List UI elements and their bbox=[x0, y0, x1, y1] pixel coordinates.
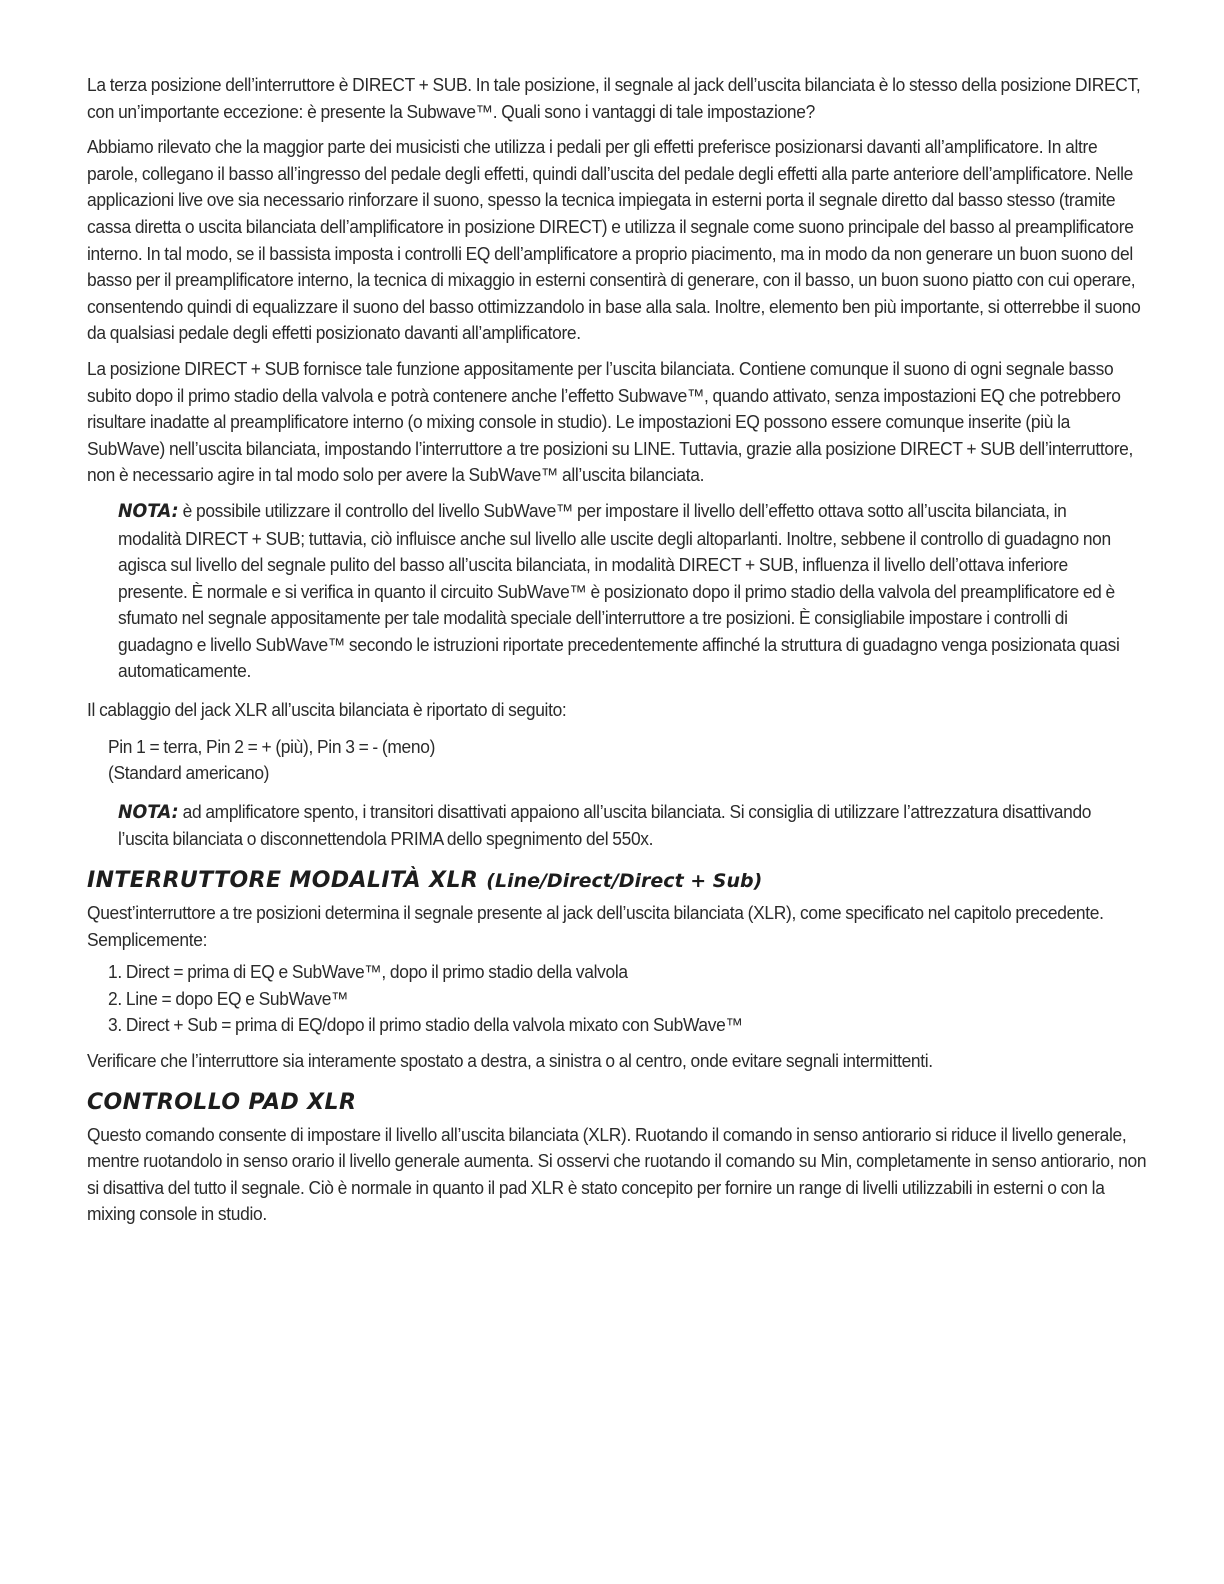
switch-positions-list bbox=[108, 959, 1149, 1039]
paragraph-direct-sub-intro: La terza posizione dell’interruttore è DIRECT + SUB. In tale posizione, il segnale al jack dell’uscita bilanciata è lo stesso della posizione DIRECT, con un’importante eccezione: è presente la Subwave™. Quali sono i vantaggi di tale impostazione? bbox=[87, 74, 1141, 122]
list-item: 2. Line = dopo EQ e SubWave™ bbox=[108, 987, 349, 1009]
pin-assignment: Pin 1 = terra, Pin 2 = + (più), Pin 3 = - (meno) bbox=[108, 735, 436, 757]
section-body-xlr-pad: Questo comando consente di impostare il livello all’uscita bilanciata (XLR). Ruotando il comando in senso antiorario si riduce il livello generale, mentre ruotandolo in senso orario il livello generale aumenta. Si osservi che ruotando il comando su Min, completamente in senso antiorario, non si disattiva del tutto il segnale. Ciò è normale in quanto il pad XLR è stato concepito per fornire un range di livelli utilizzabili in esterni o con la mixing console in studio. bbox=[87, 1123, 1147, 1225]
section-heading-subtitle: (Line/Direct/Direct + Sub) bbox=[486, 870, 763, 893]
pin-wiring-block bbox=[108, 734, 1149, 787]
note-label: NOTA: bbox=[118, 500, 179, 522]
paragraph-effects-pedals: Abbiamo rilevato che la maggior parte dei musicisti che utilizza i pedali per gli effetti preferisce posizionarsi davanti all’amplificatore. In altre parole, collegano il basso all’ingresso del pedale degli effetti, quindi dall’uscita del pedale degli effetti alla parte anteriore dell’amplificatore. Nelle applicazioni live ove sia necessario rinforzare il suono, spesso la tecnica impiegata in esterni porta il segnale diretto dal basso stesso (tramite cassa diretta o uscita bilanciata dell’amplificatore in posizione DIRECT) e utilizza il segnale come suono principale del basso al preamplificatore interno. In tal modo, se il bassista imposta i controlli EQ dell’amplificatore a proprio piacimento, ma in modo da non generare un buon suono del basso per il preamplificatore interno, la tecnica di mixaggio in esterni consentirà di generare, con il basso, un buon suono piatto con cui operare, consentendo quindi di equalizzare il suono del basso ottimizzandolo in base alla sala. Inoltre, elemento ben più importante, si otterrebbe il suono da qualsiasi pedale degli effetti posizionato davanti all’amplificatore. bbox=[87, 136, 1141, 344]
section-heading-xlr-mode-switch bbox=[87, 867, 1149, 895]
list-item: 3. Direct + Sub = prima di EQ/dopo il primo stadio della valvola mixato con SubWave™ bbox=[108, 1014, 743, 1036]
paragraph-xlr-wiring: Il cablaggio del jack XLR all’uscita bilanciata è riportato di seguito: bbox=[87, 699, 567, 721]
note-text: ad amplificatore spento, i transitori disattivati appaiono all’uscita bilanciata. Si consiglia di utilizzare l’attrezzatura disattivando l’uscita bilanciata o disconnettendola PRIMA dello spegnimento del 550x. bbox=[118, 800, 1092, 850]
note-text: è possibile utilizzare il controllo del livello SubWave™ per impostare il livello dell’effetto ottava sotto all’uscita bilanciata, in modalità DIRECT + SUB; tuttavia, ciò influisce anche sul livello alle uscite degli altoparlanti. Inoltre, sebbene il controllo di guadagno non agisca sul livello del segnale pulito del basso all’uscita bilanciata, in modalità DIRECT + SUB, influenza il livello dell’ottava inferiore presente. È normale e si verifica in quanto il circuito SubWave™ è posizionato dopo il primo stadio della valvola del preamplificatore ed è sfumato nel segnale appositamente per tale modalità speciale dell’interruttore a tre posizioni. È consigliabile impostare i controlli di guadagno e livello SubWave™ secondo le istruzioni riportate precedentemente affinché la struttura di guadagno venga posizionata quasi automaticamente. bbox=[118, 499, 1120, 682]
paragraph-direct-sub-function: La posizione DIRECT + SUB fornisce tale funzione appositamente per l’uscita bilanciata. Contiene comunque il suono di ogni segnale basso subito dopo il primo stadio della valvola e potrà contenere anche l’effetto Subwave™, quando attivato, senza impostazioni EQ che potrebbero risultare inadatte al preamplificatore interno (o mixing console in studio). Le impostazioni EQ possono essere comunque inserite (più la SubWave) nell’uscita bilanciata, impostando l’interruttore a tre posizioni su LINE. Tuttavia, grazie alla posizione DIRECT + SUB dell’interruttore, non è necessario agire in tal modo solo per avere la SubWave™ all’uscita bilanciata. bbox=[87, 357, 1134, 486]
section-heading-xlr-pad: CONTROLLO PAD XLR bbox=[87, 1089, 357, 1115]
note-transients bbox=[118, 799, 1124, 853]
note-label: NOTA: bbox=[118, 801, 179, 823]
section-outro: Verificare che l’interruttore sia interamente spostato a destra, a sinistra o al centro, onde evitare segnali intermittenti. bbox=[87, 1050, 933, 1071]
note-subwave-level bbox=[118, 498, 1124, 685]
document-page bbox=[87, 72, 1149, 1228]
list-item: 1. Direct = prima di EQ e SubWave™, dopo il primo stadio della valvola bbox=[108, 961, 628, 983]
pin-standard: (Standard americano) bbox=[108, 762, 270, 784]
section-intro: Quest’interruttore a tre posizioni determina il segnale presente al jack dell’uscita bilanciata (XLR), come specificato nel capitolo precedente. Semplicemente: bbox=[87, 902, 1104, 950]
section-heading-title: INTERRUTTORE MODALITÀ XLR bbox=[87, 868, 487, 894]
